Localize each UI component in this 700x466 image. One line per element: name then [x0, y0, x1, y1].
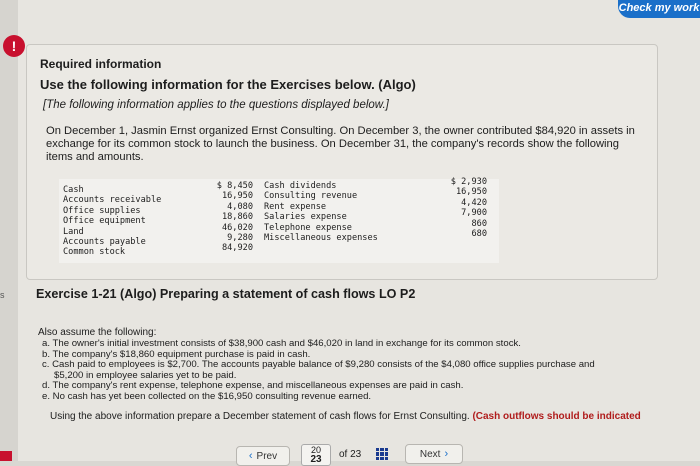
account-value: 9,280 [227, 233, 253, 244]
list-item: c. Cash paid to employees is $2,700. The accounts payable balance of $9,280 consists of the $4,080 office supplies purchase and [42, 359, 595, 371]
scenario-paragraph: On December 1, Jasmin Ernst organized Ernst Consulting. On December 3, the owner contributed $84,920 in assets in exchange for its common stock to launch the business. On December 31, the company's records show the following items and amounts. [46, 125, 635, 163]
account-value: 680 [471, 229, 487, 240]
account-name: Salaries expense [264, 212, 347, 223]
account-value: $ 8,450 [216, 181, 253, 191]
account-value: 4,420 [461, 197, 487, 208]
page-selector[interactable] [301, 444, 331, 466]
account-value: 84,920 [221, 243, 253, 254]
gutter-label: s [0, 290, 5, 300]
account-value: 46,020 [221, 222, 253, 233]
list-item: e. No cash has yet been collected on the $16,950 consulting revenue earned. [42, 390, 372, 402]
account-name: Common stock [63, 247, 126, 258]
account-name: Land [63, 226, 84, 237]
account-value: 7,900 [461, 208, 487, 219]
account-name: Accounts payable [63, 237, 146, 248]
account-name: Office supplies [63, 205, 141, 216]
account-name: Cash [63, 185, 84, 195]
chevron-right-icon: › [444, 448, 449, 460]
check-my-work-button[interactable]: Check my work [618, 0, 700, 18]
instruction-text [50, 411, 641, 422]
also-assume-label: Also assume the following: [38, 327, 157, 338]
chevron-left-icon: ‹ [248, 450, 253, 462]
left-account-names [63, 185, 161, 258]
prev-button[interactable] [236, 446, 290, 466]
instruction-emphasis: (Cash outflows should be indicated [472, 411, 641, 422]
use-following-title: Use the following information for the Exercises below. (Algo) [40, 77, 416, 92]
required-information-panel [26, 44, 658, 280]
grid-icon[interactable] [376, 448, 388, 460]
account-name: Telephone expense [264, 222, 352, 233]
account-name: Miscellaneous expenses [264, 233, 378, 244]
exercise-title: Exercise 1-21 (Algo) Preparing a statement of cash flows LO P2 [36, 287, 416, 301]
account-value: 16,950 [455, 187, 487, 198]
account-name: Accounts receivable [63, 195, 162, 206]
prev-label: Prev [256, 450, 278, 462]
account-value: $ 2,930 [450, 177, 487, 187]
right-account-names [264, 181, 378, 243]
account-name: Rent expense [264, 201, 327, 212]
account-value: 860 [471, 218, 487, 229]
page-count: of 23 [339, 449, 362, 460]
list-item: a. The owner's initial investment consists of $38,900 cash and $46,020 in land in exchange for its common stock. [42, 338, 521, 349]
required-information-title: Required information [40, 57, 162, 71]
instruction-main: Using the above information prepare a December statement of cash flows for Ernst Consulting. [50, 411, 470, 422]
pager-bar [0, 441, 700, 465]
account-value: 4,080 [227, 201, 253, 212]
applies-note: [The following information applies to the questions displayed below.] [43, 99, 389, 111]
list-item-continuation: $5,200 in employee salaries yet to be paid. [54, 369, 237, 381]
alert-icon[interactable]: ! [3, 35, 25, 57]
account-name: Consulting revenue [264, 191, 358, 202]
account-value: 16,950 [221, 191, 253, 202]
list-item: b. The company's $18,860 equipment purchase is paid in cash. [42, 348, 311, 360]
account-balances-table [59, 179, 499, 263]
account-value: 18,860 [221, 212, 253, 223]
assumptions-list [42, 339, 662, 403]
account-name: Office equipment [63, 216, 146, 227]
left-account-values [193, 181, 253, 254]
page-top-label: 20 [310, 445, 321, 455]
list-item: d. The company's rent expense, telephone expense, and miscellaneous expenses are paid in cash. [42, 380, 464, 392]
next-label: Next [419, 448, 441, 460]
current-page: 23 [310, 454, 322, 465]
account-name: Cash dividends [264, 181, 337, 191]
left-gutter [0, 0, 18, 461]
next-button[interactable] [405, 444, 463, 464]
right-account-values [439, 177, 487, 239]
